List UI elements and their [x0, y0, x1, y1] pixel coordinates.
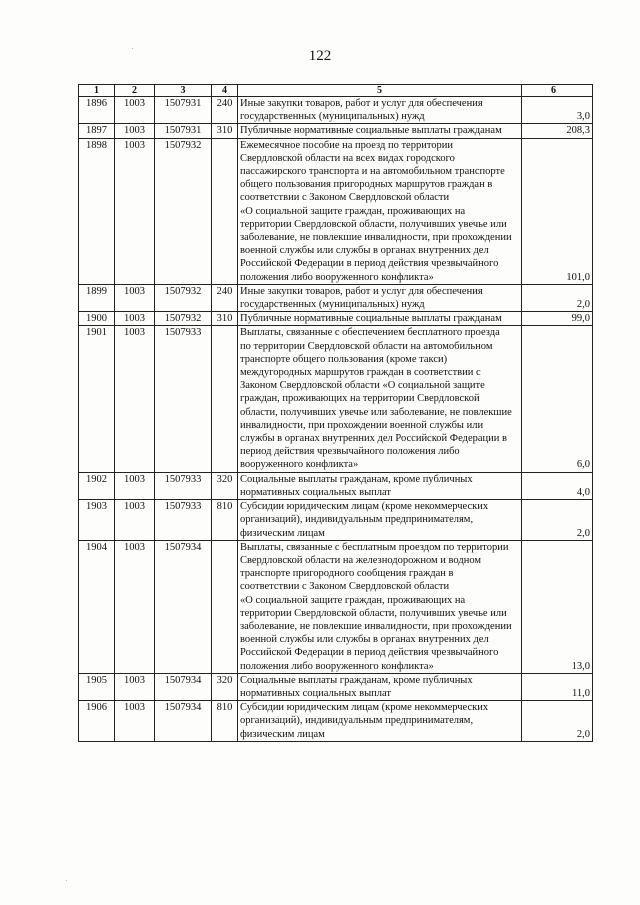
row-name: Социальные выплаты гражданам, кроме публичных нормативных социальных выплат — [238, 673, 522, 700]
row-number: 1897 — [79, 124, 115, 138]
expense-type-code: 310 — [212, 312, 238, 326]
table-row — [79, 500, 593, 541]
table-row — [79, 284, 593, 311]
row-amount: 3,0 — [522, 97, 593, 124]
target-article-code: 1507933 — [155, 500, 212, 541]
target-article-code: 1507933 — [155, 326, 212, 472]
header-col-4: 4 — [212, 85, 238, 97]
table-row — [79, 673, 593, 700]
row-name: Публичные нормативные социальные выплаты гражданам — [238, 124, 522, 138]
expense-type-code: 810 — [212, 701, 238, 742]
target-article-code: 1507931 — [155, 97, 212, 124]
row-name: Публичные нормативные социальные выплаты гражданам — [238, 312, 522, 326]
row-number: 1896 — [79, 97, 115, 124]
section-code: 1003 — [115, 138, 155, 284]
target-article-code: 1507931 — [155, 124, 212, 138]
section-code: 1003 — [115, 540, 155, 673]
header-col-3: 3 — [155, 85, 212, 97]
row-number: 1905 — [79, 673, 115, 700]
target-article-code: 1507934 — [155, 673, 212, 700]
table-row — [79, 97, 593, 124]
row-amount: 4,0 — [522, 472, 593, 499]
row-amount: 13,0 — [522, 540, 593, 673]
header-col-5: 5 — [238, 85, 522, 97]
target-article-code: 1507933 — [155, 472, 212, 499]
row-name: Выплаты, связанные с обеспечением бесплатного проезда по территории Свердловской области на автомобильном транспорте общего пользования (кроме такси) междугородных маршрутов граждан в соответствии с Законом Свердловской области «О социальной защите граждан, проживающих на территории Свердловской области, получивших увечье или заболевание, не повлекшие инвалидности, при прохождении военной службы или службы в органах внутренних дел Российской Федерации в период действия чрезвычайного положения либо вооруженного конфликта» — [238, 326, 522, 472]
row-number: 1903 — [79, 500, 115, 541]
row-amount: 6,0 — [522, 326, 593, 472]
expense-type-code: 310 — [212, 124, 238, 138]
expense-type-code: 810 — [212, 500, 238, 541]
row-number: 1900 — [79, 312, 115, 326]
table-row — [79, 701, 593, 742]
section-code: 1003 — [115, 326, 155, 472]
row-name: Субсидии юридическим лицам (кроме некоммерческих организаций), индивидуальным предпринимателям, физическим лицам — [238, 701, 522, 742]
table-row — [79, 472, 593, 499]
section-code: 1003 — [115, 284, 155, 311]
table-row — [79, 326, 593, 472]
row-amount: 2,0 — [522, 284, 593, 311]
row-amount: 11,0 — [522, 673, 593, 700]
table-row — [79, 540, 593, 673]
expense-type-code — [212, 540, 238, 673]
target-article-code: 1507932 — [155, 312, 212, 326]
target-article-code: 1507934 — [155, 540, 212, 673]
header-col-2: 2 — [115, 85, 155, 97]
row-name: Ежемесячное пособие на проезд по территории Свердловской области на всех видах городского пассажирского транспорта и на автомобильном транспорте общего пользования пригородных маршрутов граждан в соответствии с Законом Свердловской области «О социальной защите граждан, проживающих на территории Свердловской области, получивших увечье или заболевание, не повлекшие инвалидности, при прохождении военной службы или службы в органах внутренних дел Российской Федерации в период действия чрезвычайного положения либо вооруженного конфликта» — [238, 138, 522, 284]
row-number: 1906 — [79, 701, 115, 742]
row-name: Иные закупки товаров, работ и услуг для обеспечения государственных (муниципальных) нужд — [238, 284, 522, 311]
budget-table — [78, 84, 593, 742]
row-amount: 101,0 — [522, 138, 593, 284]
section-code: 1003 — [115, 500, 155, 541]
header-col-1: 1 — [79, 85, 115, 97]
row-amount: 99,0 — [522, 312, 593, 326]
section-code: 1003 — [115, 312, 155, 326]
page-number: 122 — [308, 48, 332, 64]
row-amount: 2,0 — [522, 701, 593, 742]
row-amount: 208,3 — [522, 124, 593, 138]
header-col-6: 6 — [522, 85, 593, 97]
expense-type-code: 240 — [212, 97, 238, 124]
expense-type-code: 320 — [212, 673, 238, 700]
target-article-code: 1507932 — [155, 284, 212, 311]
section-code: 1003 — [115, 124, 155, 138]
row-name: Иные закупки товаров, работ и услуг для обеспечения государственных (муниципальных) нужд — [238, 97, 522, 124]
expense-type-code: 320 — [212, 472, 238, 499]
table-header-row — [79, 85, 593, 97]
row-number: 1899 — [79, 284, 115, 311]
table-row — [79, 138, 593, 284]
expense-type-code: 240 — [212, 284, 238, 311]
row-name: Социальные выплаты гражданам, кроме публичных нормативных социальных выплат — [238, 472, 522, 499]
target-article-code: 1507934 — [155, 701, 212, 742]
row-number: 1901 — [79, 326, 115, 472]
row-name: Выплаты, связанные с бесплатным проездом по территории Свердловской области на железнодорожном и водном транспорте пригородного сообщения граждан в соответствии с Законом Свердловской области «О социальной защите граждан, проживающих на территории Свердловской области, получивших увечье или заболевание, не повлекшие инвалидности, при прохождении военной службы или службы в органах внутренних дел Российской Федерации в период действия чрезвычайного положения либо вооруженного конфликта» — [238, 540, 522, 673]
scan-speck — [66, 880, 67, 881]
expense-type-code — [212, 326, 238, 472]
table-row — [79, 312, 593, 326]
section-code: 1003 — [115, 701, 155, 742]
section-code: 1003 — [115, 97, 155, 124]
table-row — [79, 124, 593, 138]
row-number: 1898 — [79, 138, 115, 284]
section-code: 1003 — [115, 472, 155, 499]
row-number: 1902 — [79, 472, 115, 499]
expense-type-code — [212, 138, 238, 284]
row-name: Субсидии юридическим лицам (кроме некоммерческих организаций), индивидуальным предпринимателям, физическим лицам — [238, 500, 522, 541]
scan-speck — [132, 48, 133, 49]
row-amount: 2,0 — [522, 500, 593, 541]
section-code: 1003 — [115, 673, 155, 700]
target-article-code: 1507932 — [155, 138, 212, 284]
row-number: 1904 — [79, 540, 115, 673]
